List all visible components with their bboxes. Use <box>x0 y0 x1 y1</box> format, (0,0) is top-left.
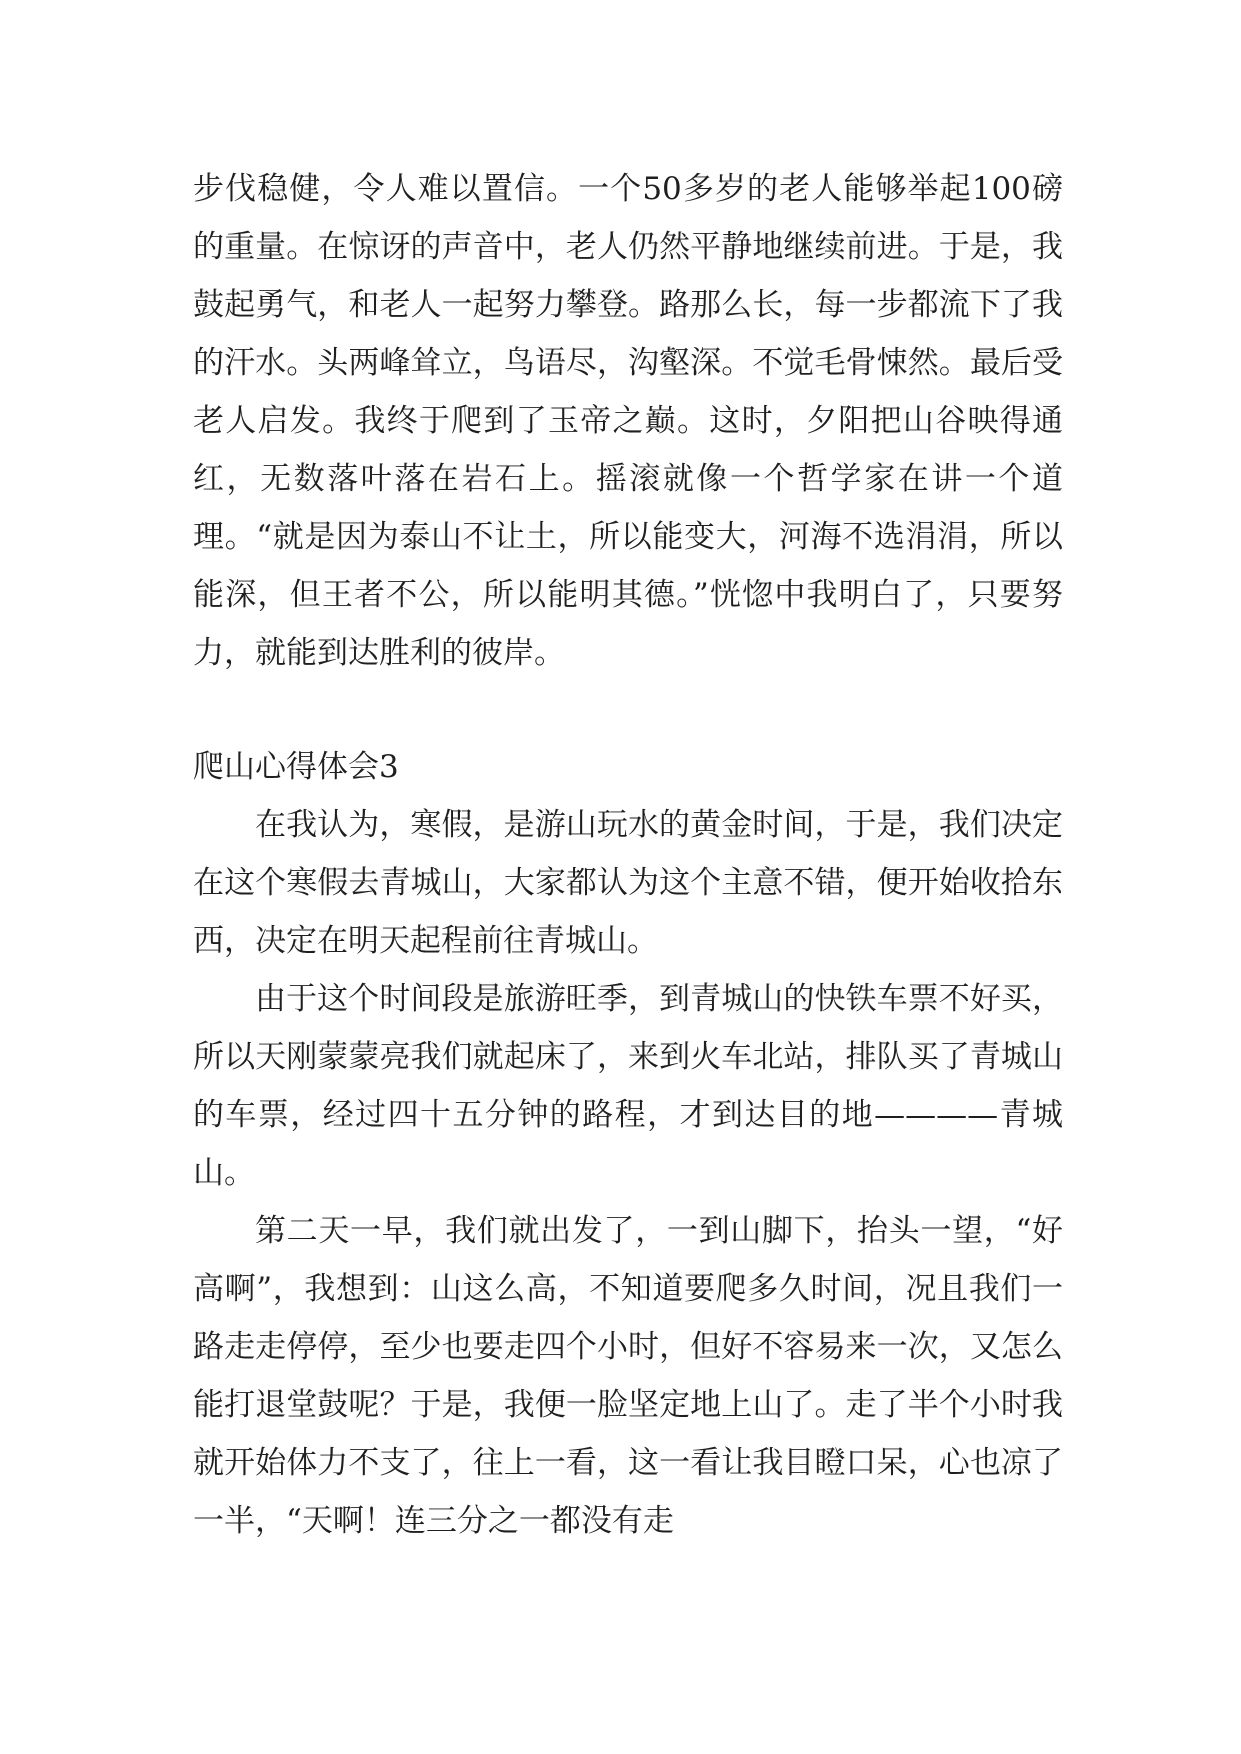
document-body <box>193 160 1063 1550</box>
paragraph-3: 第二天一早，我们就出发了，一到山脚下，抬头一望，“好高啊”，我想到：山这么高，不知道要爬多久时间，况且我们一路走走停停，至少也要走四个小时，但好不容易来一次，又怎么能打退堂鼓呢？于是，我便一脸坚定地上山了。走了半个小时我就开始体力不支了，往上一看，这一看让我目瞪口呆，心也凉了一半，“天啊！连三分之一都没有走 <box>193 1213 1063 1539</box>
paragraph-continued: 步伐稳健，令人难以置信。一个50多岁的老人能够举起100磅的重量。在惊讶的声音中，老人仍然平静地继续前进。于是，我鼓起勇气，和老人一起努力攀登。路那么长，每一步都流下了我的汗水。头两峰耸立，鸟语尽，沟壑深。不觉毛骨悚然。最后受老人启发。我终于爬到了玉帝之巅。这时，夕阳把山谷映得通红，无数落叶落在岩石上。摇滚就像一个哲学家在讲一个道理。“就是因为泰山不让土，所以能变大，河海不选涓涓，所以能深，但王者不公，所以能明其德。”恍惚中我明白了，只要努力，就能到达胜利的彼岸。 <box>193 171 1063 671</box>
section-title: 爬山心得体会3 <box>193 749 399 785</box>
paragraph-2: 由于这个时间段是旅游旺季，到青城山的快铁车票不好买，所以天刚蒙蒙亮我们就起床了，来到火车北站，排队买了青城山的车票，经过四十五分钟的路程，才到达目的地————青城山。 <box>193 981 1063 1191</box>
paragraph-1: 在我认为，寒假，是游山玩水的黄金时间，于是，我们决定在这个寒假去青城山，大家都认为这个主意不错，便开始收拾东西，决定在明天起程前往青城山。 <box>193 807 1063 959</box>
